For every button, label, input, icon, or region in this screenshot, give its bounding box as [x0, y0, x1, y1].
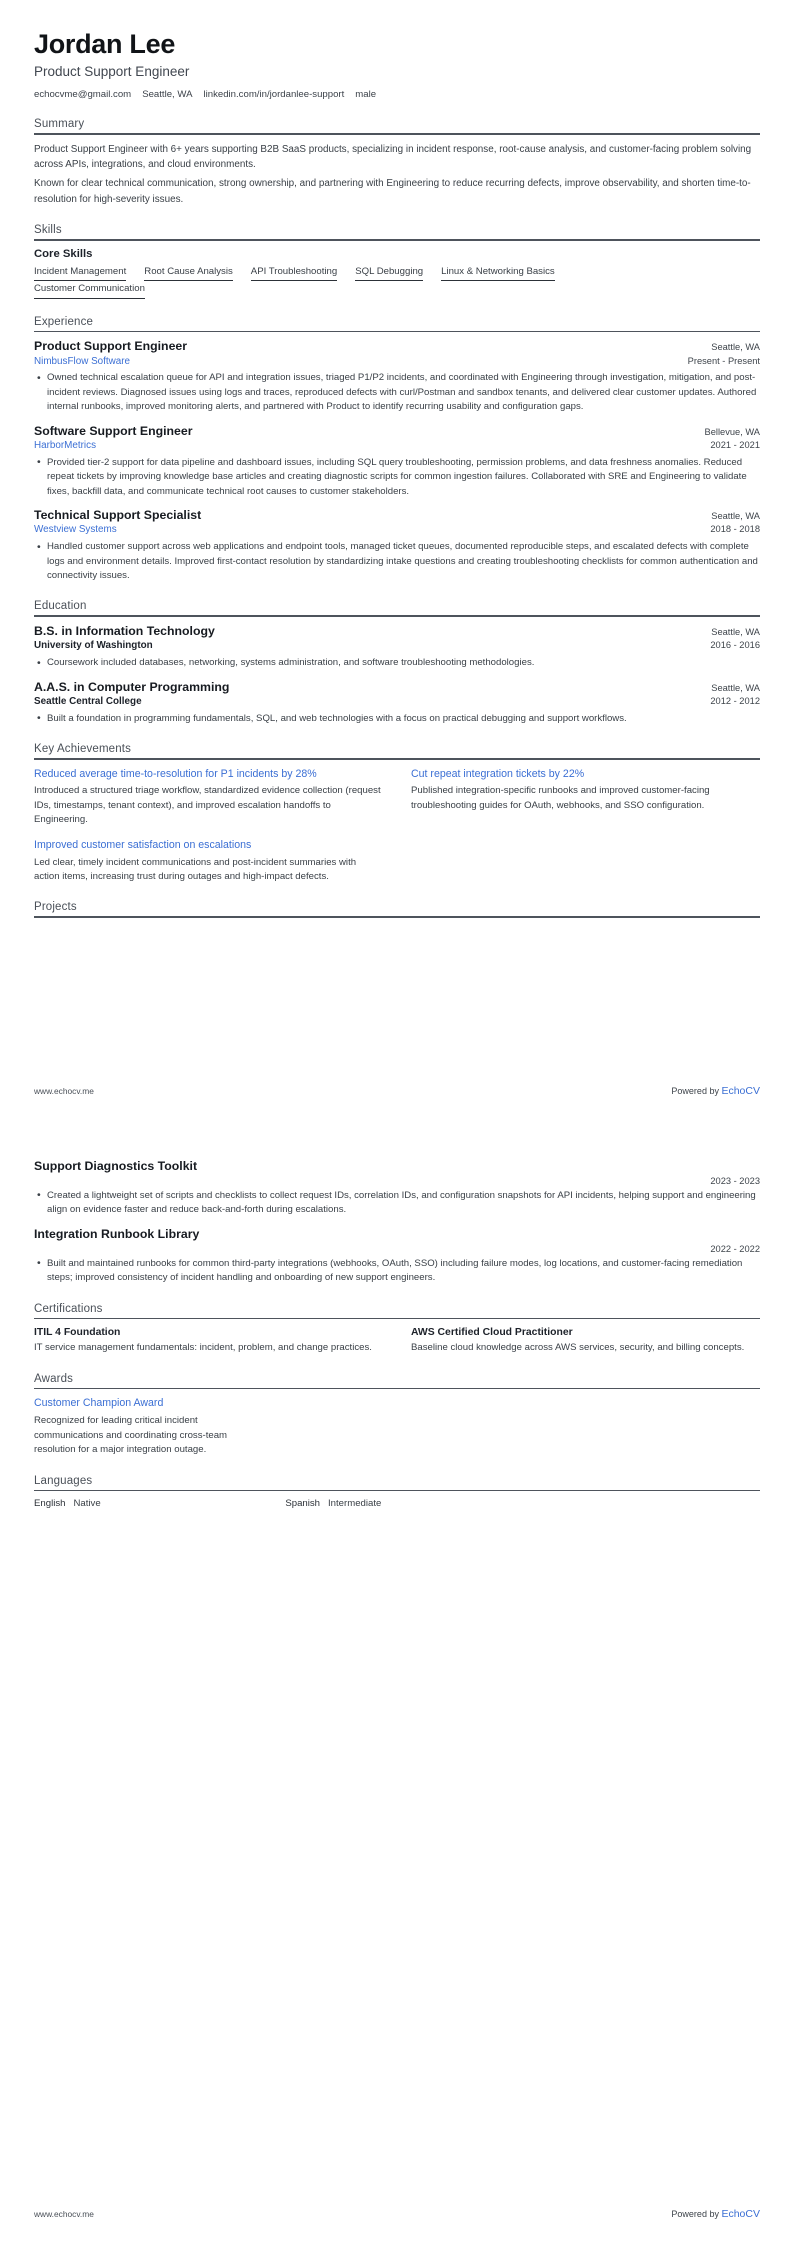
key-achievement-item: [411, 767, 760, 828]
skill-row: [34, 266, 760, 282]
footer-brand[interactable]: EchoCV: [721, 2208, 760, 2220]
section-title-summary: Summary: [34, 117, 85, 130]
page-footer: [34, 1085, 760, 1097]
experience-entry-subheader: [34, 356, 760, 369]
section-skills: [34, 224, 760, 299]
experience-location: Seattle, WA: [711, 342, 760, 353]
education-dates: 2016 - 2016: [710, 640, 760, 651]
projects-page-break-spacer: [34, 925, 760, 955]
section-title-projects: Projects: [34, 901, 77, 914]
education-entry-subheader: [34, 640, 760, 653]
section-projects-header: [34, 901, 760, 955]
experience-organization[interactable]: NimbusFlow Software: [34, 355, 131, 367]
language-name: English: [34, 1498, 66, 1510]
skill-chip: Customer Communication: [34, 283, 145, 299]
experience-organization[interactable]: Westview Systems: [34, 524, 117, 536]
summary-paragraph: Known for clear technical communication, strong ownership, and partnering with Engineering to reduce recurring defects, improve observability, and shorten time-to-resolution for high-severity issues.: [34, 178, 751, 205]
language-name: Spanish: [285, 1498, 320, 1510]
experience-entry-subheader: [34, 440, 760, 453]
experience-organization[interactable]: HarborMetrics: [34, 439, 97, 451]
project-entry: [34, 1227, 760, 1286]
section-divider: [34, 1318, 760, 1320]
experience-bullets: [34, 456, 760, 499]
resume-page-2: [0, 1123, 794, 2246]
experience-dates: Present - Present: [687, 355, 760, 366]
skill-chip: SQL Debugging: [355, 266, 423, 282]
education-school: Seattle Central College: [34, 695, 142, 707]
experience-role: Technical Support Specialist: [34, 507, 202, 522]
page-footer: [34, 2208, 760, 2220]
footer-powered-by: [671, 1085, 760, 1097]
summary-paragraph: Product Support Engineer with 6+ years supporting B2B SaaS products, specializing in incident response, root-cause analysis, and customer-facing problem solving across APIs, integrations, and cloud environments.: [34, 143, 752, 170]
education-degree: A.A.S. in Computer Programming: [34, 679, 230, 694]
section-divider: [34, 1490, 760, 1492]
project-bullets: [34, 1257, 760, 1286]
contact-line: [34, 88, 760, 101]
footer-powered-prefix: Powered by: [671, 1086, 719, 1096]
contact-location: Seattle, WA: [142, 88, 193, 100]
experience-bullet: • Provided tier-2 support for data pipeline and dashboard issues, including SQL query troubleshooting, permission problems, and data freshness anomalies. Reduced repeat tickets by improving knowledge base articles and creating diagnostic scripts for common ingestion failures. Collaborated with SRE and Engineering to validate fixes, backfill data, and communicate technical root causes to customer stakeholders.: [47, 456, 760, 499]
candidate-headline: Product Support Engineer: [34, 63, 190, 79]
section-divider: [34, 133, 760, 135]
education-entry: [34, 624, 760, 671]
skill-chip: API Troubleshooting: [251, 266, 337, 282]
certification-title: ITIL 4 Foundation: [34, 1327, 121, 1339]
project-entry: [34, 1159, 760, 1218]
contact-gender: male: [355, 88, 377, 100]
section-title-skills: Skills: [34, 223, 62, 236]
contact-email[interactable]: echocvme@gmail.com: [34, 88, 132, 100]
contact-linkedin[interactable]: linkedin.com/in/jordanlee-support: [203, 88, 345, 100]
key-achievement-item: [34, 767, 383, 828]
section-title-key-achievements: Key Achievements: [34, 743, 132, 756]
skill-row: [34, 283, 760, 299]
education-bullet: • Coursework included databases, networking, systems administration, and software troubleshooting methodologies.: [47, 656, 760, 670]
award-title: Customer Champion Award: [34, 1397, 164, 1410]
section-title-certifications: Certifications: [34, 1302, 103, 1315]
education-entry-header: [34, 624, 760, 639]
certification-item: [34, 1326, 383, 1355]
key-achievement-description: Introduced a structured triage workflow, standardized evidence collection (request IDs, timestamps, tenant context), and improved escalation handoffs to Engineering.: [34, 785, 381, 825]
awards-grid: [34, 1396, 760, 1458]
section-divider: [34, 916, 760, 918]
section-projects-content: [34, 1159, 760, 1286]
experience-location: Seattle, WA: [711, 510, 760, 521]
experience-entry-header: [34, 508, 760, 523]
education-bullets: [34, 712, 760, 726]
section-key-achievements: [34, 743, 760, 884]
key-achievement-title: Improved customer satisfaction on escalations: [34, 839, 252, 852]
footer-brand[interactable]: EchoCV: [721, 1085, 760, 1097]
experience-entry-header: [34, 339, 760, 354]
section-certifications: [34, 1303, 760, 1356]
education-bullets: [34, 656, 760, 670]
certification-description: IT service management fundamentals: incident, problem, and change practices.: [34, 1342, 372, 1354]
education-bullet: • Built a foundation in programming fundamentals, SQL, and web technologies with a focus on practical debugging and support workflows.: [47, 712, 760, 726]
education-entry-header: [34, 680, 760, 695]
experience-dates: 2018 - 2018: [710, 524, 760, 535]
footer-powered-by: [671, 2208, 760, 2220]
certification-title: AWS Certified Cloud Practitioner: [411, 1327, 573, 1339]
education-degree: B.S. in Information Technology: [34, 623, 215, 638]
education-location: Seattle, WA: [711, 626, 760, 637]
skill-chip: Linux & Networking Basics: [441, 266, 555, 282]
project-bullets: [34, 1189, 760, 1218]
education-entry-subheader: [34, 696, 760, 709]
section-divider: [34, 239, 760, 241]
section-divider: [34, 758, 760, 760]
resume-header: [34, 30, 760, 101]
key-achievement-title: Cut repeat integration tickets by 22%: [411, 767, 585, 780]
section-education: [34, 600, 760, 726]
language-item: [34, 1498, 257, 1509]
experience-role: Software Support Engineer: [34, 423, 193, 438]
key-achievement-item: [34, 838, 383, 884]
languages-grid: [34, 1498, 760, 1509]
section-title-awards: Awards: [34, 1372, 74, 1385]
project-bullet: • Built and maintained runbooks for common third-party integrations (webhooks, OAuth, SSO) including failure modes, log locations, and customer-facing remediation steps; improved consistency of incident handling and onboarding of new support engineers.: [47, 1257, 760, 1286]
footer-url[interactable]: www.echocv.me: [34, 2209, 94, 2219]
certification-item: [411, 1326, 760, 1355]
education-school: University of Washington: [34, 640, 153, 652]
key-achievement-description: Led clear, timely incident communications and post-incident summaries with action items, increasing trust during outages and high-impact defects.: [34, 856, 357, 883]
experience-entry: [34, 339, 760, 414]
experience-location: Bellevue, WA: [704, 426, 760, 437]
section-title-languages: Languages: [34, 1474, 93, 1487]
footer-url[interactable]: www.echocv.me: [34, 1086, 94, 1096]
project-dates: 2022 - 2022: [710, 1243, 760, 1254]
education-location: Seattle, WA: [711, 682, 760, 693]
section-awards: [34, 1373, 760, 1458]
award-item: [34, 1396, 257, 1458]
section-title-education: Education: [34, 600, 87, 613]
experience-entry: [34, 508, 760, 583]
education-entry: [34, 680, 760, 727]
experience-bullets: [34, 540, 760, 583]
project-dates: 2023 - 2023: [710, 1175, 760, 1186]
project-name: Support Diagnostics Toolkit: [34, 1159, 198, 1173]
footer-powered-prefix: Powered by: [671, 2209, 719, 2219]
skill-chip: Incident Management: [34, 266, 126, 282]
experience-bullets: [34, 371, 760, 414]
key-achievement-title: Reduced average time-to-resolution for P1 incidents by 28%: [34, 767, 317, 780]
experience-entry-header: [34, 424, 760, 439]
section-experience: [34, 316, 760, 584]
key-achievement-description: Published integration-specific runbooks and improved customer-facing troubleshooting guides for OAuth, webhooks, and SSO configuration.: [411, 785, 710, 811]
experience-entry: [34, 424, 760, 499]
section-divider: [34, 615, 760, 617]
language-item: [285, 1498, 508, 1509]
education-dates: 2012 - 2012: [710, 695, 760, 706]
section-languages: [34, 1475, 760, 1510]
project-name: Integration Runbook Library: [34, 1226, 200, 1241]
language-level: Intermediate: [328, 1498, 382, 1510]
section-summary: [34, 118, 760, 207]
experience-role: Product Support Engineer: [34, 339, 188, 354]
certifications-grid: [34, 1326, 760, 1355]
experience-dates: 2021 - 2021: [710, 439, 760, 450]
experience-bullet: • Owned technical escalation queue for API and integration issues, triaged P1/P2 incidents, and coordinated with Engineering through investigation, mitigation, and post-incident reviews. Diagnosed issues using logs and traces, reproduced defects with curl/Postman and sandbox tenants, and delivered clear customer updates. Authored internal runbooks, improved monitoring alerts, and partnered with Product to identify recurring usability and configuration gaps.: [47, 371, 760, 414]
language-level: Native: [73, 1498, 101, 1510]
section-divider: [34, 331, 760, 333]
candidate-name: Jordan Lee: [34, 29, 176, 59]
skill-chip: Root Cause Analysis: [144, 266, 233, 282]
experience-bullet: • Handled customer support across web applications and endpoint tools, managed ticket queues, documented reproducible steps, and escalated defects with complete logs and environment details. Improved first-contact resolution by standardizing intake questions and creating troubleshooting checklists for common authentication and connectivity issues.: [47, 540, 760, 583]
section-title-experience: Experience: [34, 315, 94, 328]
section-divider: [34, 1388, 760, 1390]
award-description: Recognized for leading critical incident communications and coordinating cross-team resolution for a major integration outage.: [34, 1414, 228, 1456]
project-bullet: • Created a lightweight set of scripts and checklists to collect request IDs, correlation IDs, and configuration snapshots for API incidents, helping support and engineering align on evidence faster and reduce back-and-forth during escalations.: [47, 1189, 760, 1218]
key-achievements-grid: [34, 767, 760, 885]
certification-description: Baseline cloud knowledge across AWS services, security, and billing concepts.: [411, 1342, 745, 1354]
skill-group-name: Core Skills: [34, 247, 93, 260]
experience-entry-subheader: [34, 524, 760, 537]
